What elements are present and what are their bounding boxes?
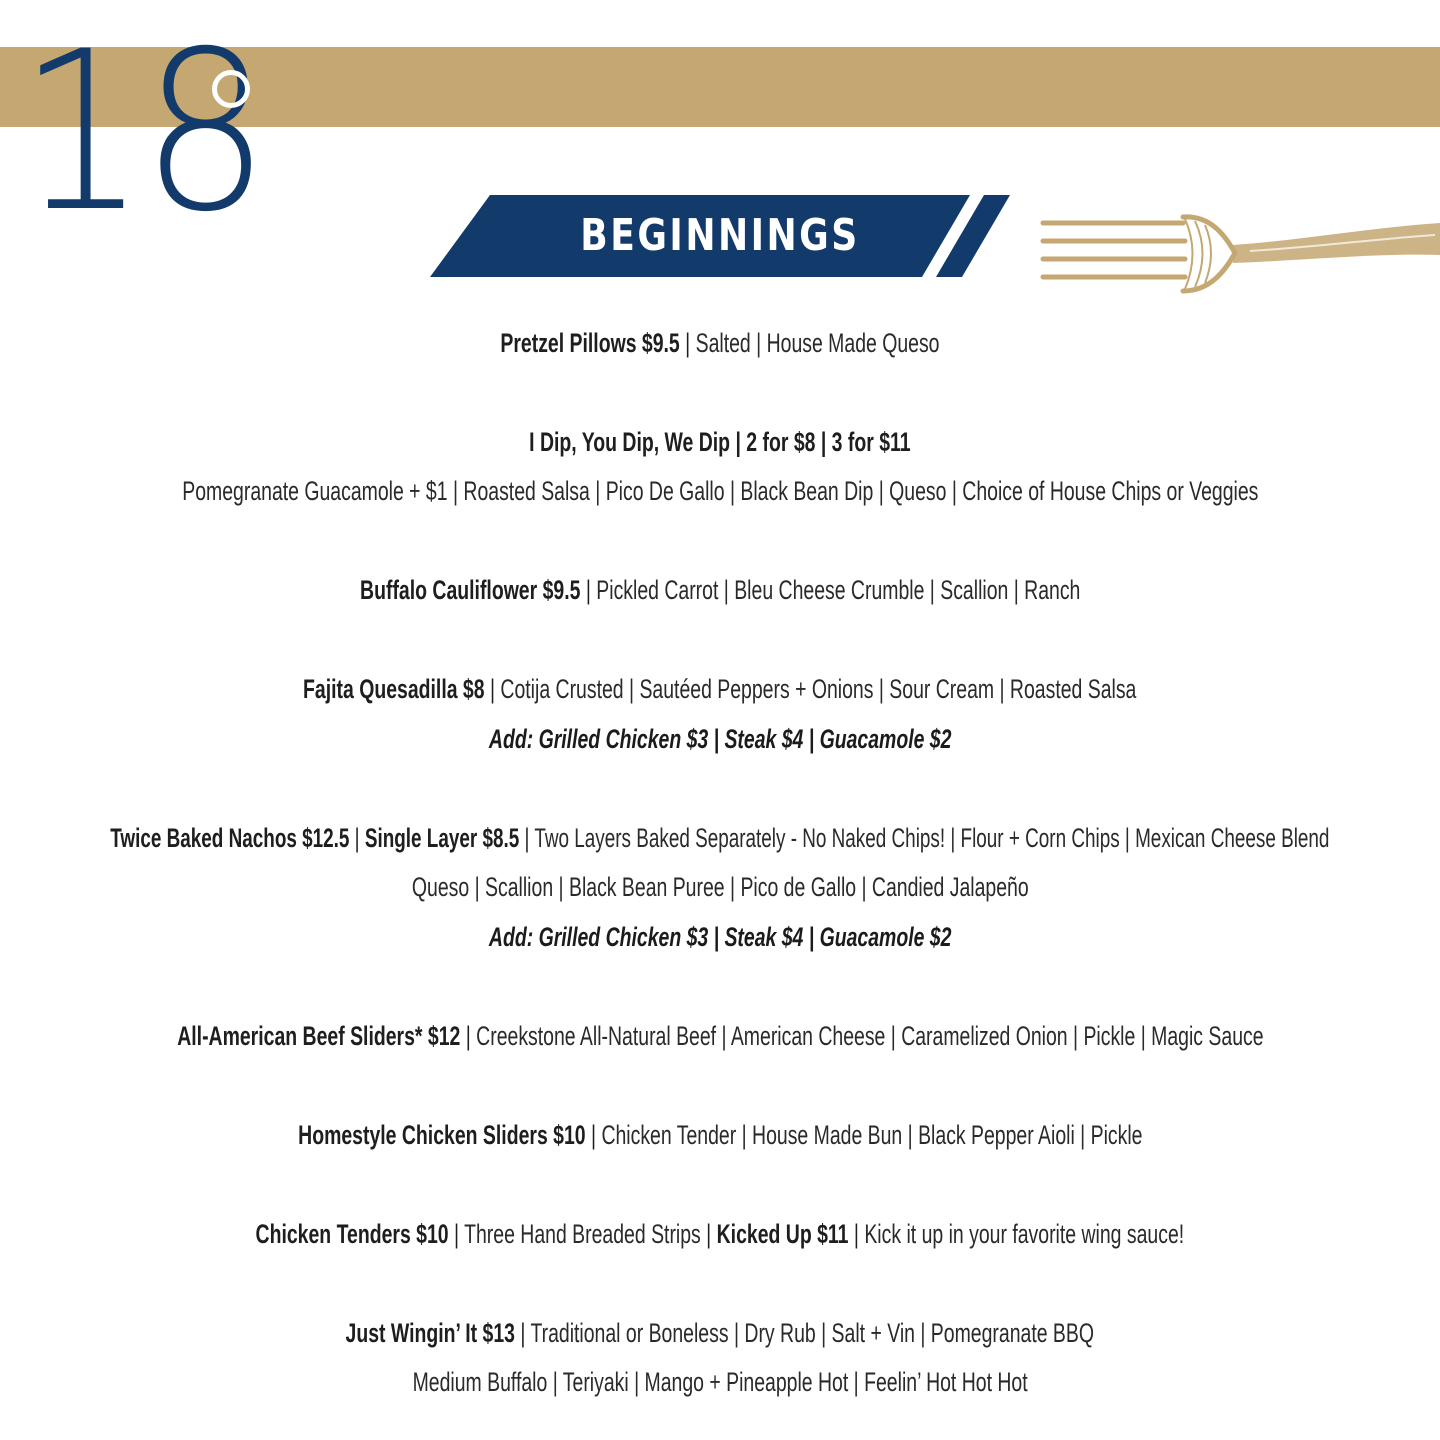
list-item bbox=[20, 1209, 1420, 1259]
item-description: Pickled Carrot | Bleu Cheese Crumble | Scallion | Ranch bbox=[596, 575, 1081, 606]
item-description: Chicken Tender | House Made Bun | Black Pepper Aioli | Pickle bbox=[601, 1119, 1143, 1150]
item-description: Queso | Scallion | Black Bean Puree | Pico de Gallo | Candied Jalapeño bbox=[411, 872, 1029, 903]
separator: | bbox=[448, 1218, 465, 1249]
separator: | bbox=[585, 1119, 602, 1150]
list-item-addons bbox=[20, 912, 1420, 962]
item-description: Medium Buffalo | Teriyaki | Mango + Pineapple Hot | Feelin’ Hot Hot Hot bbox=[412, 1367, 1028, 1398]
item-name-alt: Kicked Up $11 bbox=[716, 1218, 849, 1249]
item-name: Homestyle Chicken Sliders $10 bbox=[297, 1119, 586, 1150]
list-item bbox=[20, 566, 1420, 616]
list-item bbox=[20, 318, 1420, 368]
separator: | bbox=[519, 822, 535, 853]
item-description: Traditional or Boneless | Dry Rub | Salt + Vin | Pomegranate BBQ bbox=[530, 1317, 1095, 1348]
list-item bbox=[20, 1011, 1420, 1061]
item-name: Twice Baked Nachos $12.5 bbox=[110, 822, 350, 853]
list-item-detail bbox=[20, 467, 1420, 517]
list-item-detail bbox=[20, 1358, 1420, 1408]
list-item bbox=[20, 665, 1420, 715]
list-item-detail bbox=[20, 863, 1420, 913]
menu-list bbox=[20, 318, 1420, 1407]
item-name: All-American Beef Sliders* $12 bbox=[176, 1020, 460, 1051]
item-name: Fajita Quesadilla $8 bbox=[303, 674, 485, 705]
item-name: Just Wingin’ It $13 bbox=[345, 1317, 516, 1348]
separator: | bbox=[515, 1317, 531, 1348]
item-name: I Dip, You Dip, We Dip | 2 for $8 | 3 for $11 bbox=[529, 426, 911, 457]
list-item bbox=[20, 1110, 1420, 1160]
item-description: Creekstone All-Natural Beef | American Cheese | Caramelized Onion | Pickle | Magic Sauce bbox=[475, 1020, 1264, 1051]
separator: | bbox=[679, 327, 696, 358]
item-name: Chicken Tenders $10 bbox=[255, 1218, 449, 1249]
list-item bbox=[20, 1308, 1420, 1358]
item-name-alt: Single Layer $8.5 bbox=[365, 822, 520, 853]
item-description-alt: Kick it up in your favorite wing sauce! bbox=[864, 1218, 1185, 1249]
separator: | bbox=[848, 1218, 865, 1249]
separator: | bbox=[700, 1218, 717, 1249]
separator: | bbox=[484, 674, 501, 705]
item-addons: Add: Grilled Chicken $3 | Steak $4 | Guacamole $2 bbox=[488, 921, 952, 952]
separator: | bbox=[459, 1020, 476, 1051]
separator: | bbox=[349, 822, 366, 853]
logo-number: 18 bbox=[18, 4, 265, 260]
item-description: Two Layers Baked Separately - No Naked Chips! | Flour + Corn Chips | Mexican Cheese Blend bbox=[534, 822, 1330, 853]
item-description: Salted | House Made Queso bbox=[695, 327, 940, 358]
item-name: Buffalo Cauliflower $9.5 bbox=[359, 575, 581, 606]
item-description: Cotija Crusted | Sautéed Peppers + Onions | Sour Cream | Roasted Salsa bbox=[500, 674, 1137, 705]
item-addons: Add: Grilled Chicken $3 | Steak $4 | Guacamole $2 bbox=[488, 723, 952, 754]
list-item-addons bbox=[20, 714, 1420, 764]
section-title: BEGINNINGS bbox=[580, 210, 860, 261]
logo-degree-icon bbox=[212, 70, 250, 108]
separator: | bbox=[580, 575, 597, 606]
list-item bbox=[20, 417, 1420, 467]
item-description: Three Hand Breaded Strips bbox=[464, 1218, 701, 1249]
item-name: Pretzel Pillows $9.5 bbox=[500, 327, 680, 358]
item-description: Pomegranate Guacamole + $1 | Roasted Salsa | Pico De Gallo | Black Bean Dip | Queso | Choice of House Chips or Veggies bbox=[181, 476, 1259, 507]
list-item bbox=[20, 813, 1420, 863]
fork-icon bbox=[1035, 205, 1440, 300]
